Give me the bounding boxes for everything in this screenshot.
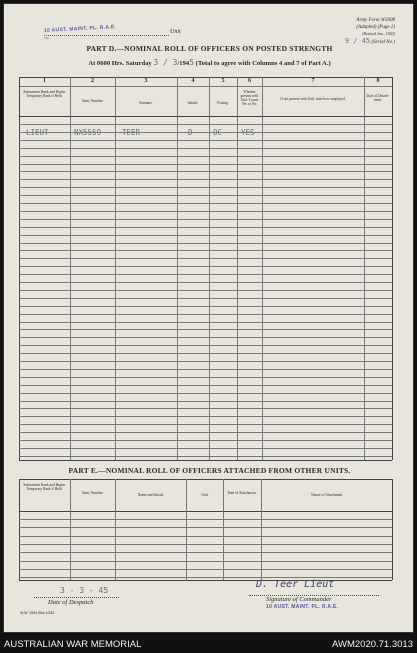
- part-d-col-line: [177, 77, 178, 460]
- unit-dotted-line: [44, 35, 169, 36]
- header-rank: Substantive Rank and Higher Temporary Rank if Held.: [23, 90, 66, 99]
- part-d-row-line: [19, 124, 392, 125]
- year-prefix: /194: [177, 60, 190, 67]
- header-detachment: Date of Detach-ment.: [366, 94, 390, 103]
- part-e-row-line: [19, 577, 392, 578]
- colnum-2: 2: [91, 78, 94, 84]
- part-d-title: PART D.—NOMINAL ROLL OF OFFICERS ON POSTED STRENGTH: [86, 44, 333, 53]
- entry-number: NX5559: [74, 128, 102, 137]
- part-d-row-line: [19, 361, 392, 362]
- part-d-row-line: [19, 337, 392, 338]
- part-d-col-line: [237, 77, 238, 460]
- colnum-6: 6: [248, 78, 251, 84]
- part-d-row-line: [19, 456, 392, 457]
- part-d-row-line: [19, 140, 392, 141]
- part-d-row-line: [19, 171, 392, 172]
- form-sheet: [3, 3, 414, 633]
- signature-handwritten: D. Teer Lieut: [256, 579, 335, 590]
- part-d-row-line: [19, 416, 392, 417]
- header-initials: Initials.: [187, 101, 199, 105]
- entry-initials: D: [188, 128, 193, 137]
- unit-label: Unit: [170, 29, 181, 35]
- colnum-8: 8: [376, 78, 380, 84]
- total-note: (Total to agree with Columns 4 and 7 of Part A.): [195, 60, 331, 67]
- part-d-row-line: [19, 179, 392, 180]
- part-d-row-line: [19, 314, 392, 315]
- part-d-row-line: [19, 290, 392, 291]
- archive-name: AUSTRALIAN WAR MEMORIAL: [4, 639, 142, 650]
- part-e-top-line: [19, 479, 392, 480]
- part-d-col-line: [262, 77, 263, 460]
- colnum-4: 4: [191, 78, 195, 84]
- part-d-row-line: [19, 164, 392, 165]
- bottom-unit-stamp: 10 AUST. MAINT. PL. R.A.E.: [266, 604, 339, 610]
- part-d-row-line: [19, 195, 392, 196]
- colnum-3: 3: [144, 78, 148, 84]
- part-d-bottom-line: [19, 460, 392, 461]
- part-e-title: PART E.—NOMINAL ROLL OF OFFICERS ATTACHED FROM OTHER UNITS.: [68, 466, 351, 475]
- part-d-row-line: [19, 393, 392, 394]
- serial-label: (Serial No.): [371, 40, 395, 46]
- entry-rank: LIEUT: [26, 128, 49, 137]
- part-d-row-line: [19, 322, 392, 323]
- part-d-row-line: [19, 329, 392, 330]
- part-e-row-line: [19, 519, 392, 520]
- part-d-row-line: [19, 353, 392, 354]
- part-e-col-line: [223, 479, 224, 580]
- part-e-row-line: [19, 561, 392, 562]
- part-d-row-line: [19, 211, 392, 212]
- despatch-date-handwritten: 3 - 3 - 45: [60, 586, 109, 595]
- part-d-row-line: [19, 345, 392, 346]
- part-d-row-line: [19, 258, 392, 259]
- part-e-col-line: [70, 479, 71, 580]
- entry-surname: TEER: [122, 128, 141, 137]
- part-e-row-line: [19, 569, 392, 570]
- form-line2: (Adapted) (Page 2): [356, 24, 395, 30]
- colnum-7: 7: [311, 78, 315, 84]
- part-e-col-line: [115, 479, 116, 580]
- e-header-date: Date of Attachment.: [227, 491, 257, 495]
- header-army-number: Army Number.: [81, 99, 104, 103]
- part-e-col-line: [186, 479, 187, 580]
- part-d-row-line: [19, 448, 392, 449]
- date-handwritten: 3 / 3: [153, 58, 178, 67]
- part-d-col-line: [209, 77, 210, 460]
- part-d-row-line: [19, 408, 392, 409]
- e-header-unit: Unit.: [201, 493, 209, 497]
- entry-posting: OC: [213, 128, 223, 137]
- e-header-army-number: Army Number.: [81, 491, 104, 495]
- part-d-row-line: [19, 187, 392, 188]
- part-d-row-line: [19, 306, 392, 307]
- part-d-row-line: [19, 298, 392, 299]
- header-bottom-line: [19, 116, 392, 117]
- part-d-row-line: [19, 401, 392, 402]
- part-d-row-line: [19, 432, 392, 433]
- entry-present: YES: [241, 128, 255, 137]
- part-d-row-line: [19, 377, 392, 378]
- part-d-row-line: [19, 385, 392, 386]
- print-code: W.W. 1994 50m 10/42: [20, 611, 55, 615]
- part-e-row-line: [19, 552, 392, 553]
- part-d-row-line: [19, 243, 392, 244]
- part-e-col-line: [19, 479, 20, 580]
- part-d-row-line: [19, 203, 392, 204]
- header-present: Whether present with Unit. Courts Yes or No.: [240, 90, 259, 107]
- part-d-row-line: [19, 235, 392, 236]
- header-employed: If not present with Unit, state how employed.: [280, 97, 346, 101]
- form-line1: Army Form W3008: [356, 18, 395, 23]
- form-line3: (Revised Jan., 1942): [362, 31, 395, 36]
- part-e-row-line: [19, 544, 392, 545]
- despatch-label: Date of Despatch: [48, 599, 94, 606]
- part-d-subline: [4, 58, 415, 67]
- part-d-col-line: [392, 77, 393, 460]
- part-e-col-line: [392, 479, 393, 580]
- form-identifier: [345, 18, 395, 47]
- e-header-rank: Substantive Rank and Higher Temporary Rank if Held.: [23, 483, 66, 492]
- header-posting: Posting.: [217, 101, 229, 105]
- part-d-row-line: [19, 266, 392, 267]
- part-d-row-line: [19, 282, 392, 283]
- e-header-nature: Nature of Attachment.: [310, 493, 344, 497]
- part-d-row-line: [19, 148, 392, 149]
- header-surname: Surname.: [139, 101, 153, 105]
- part-d-row-line: [19, 274, 392, 275]
- part-d-row-line: [19, 440, 392, 441]
- scribble-mark: ~: [44, 34, 50, 44]
- part-d-col-line: [115, 77, 116, 460]
- part-e-col-line: [261, 479, 262, 580]
- part-e-bottom-line: [19, 580, 392, 581]
- despatch-dotted-line: [34, 597, 119, 598]
- part-d-col-line: [70, 77, 71, 460]
- year-handwritten: 5: [189, 58, 195, 67]
- colnum-5: 5: [221, 78, 225, 84]
- part-d-row-line: [19, 156, 392, 157]
- archive-footer: [0, 635, 417, 653]
- part-d-row-line: [19, 369, 392, 370]
- part-e-row-line: [19, 527, 392, 528]
- part-d-col-line: [364, 77, 365, 460]
- e-header-name: Name and Initials.: [137, 493, 165, 497]
- part-d-row-line: [19, 227, 392, 228]
- unit-stamp: 10 AUST. MAINT. PL. R.A.E.: [43, 24, 117, 34]
- part-d-row-line: [19, 132, 392, 133]
- colnum-1: 1: [43, 78, 46, 84]
- part-e-row-line: [19, 536, 392, 537]
- signature-label: Signature of Commander: [266, 596, 332, 603]
- part-e-header-bottom: [19, 511, 392, 512]
- at-prefix: At 0600 Hrs. Saturday: [88, 60, 152, 67]
- part-d-col-line: [19, 77, 20, 460]
- colnum-divider: [19, 86, 392, 87]
- part-d-row-line: [19, 250, 392, 251]
- serial-handwritten: 9 / 45: [344, 37, 371, 46]
- part-d-row-line: [19, 424, 392, 425]
- archive-accession: AWM2020.71.3013: [332, 639, 413, 650]
- part-d-row-line: [19, 219, 392, 220]
